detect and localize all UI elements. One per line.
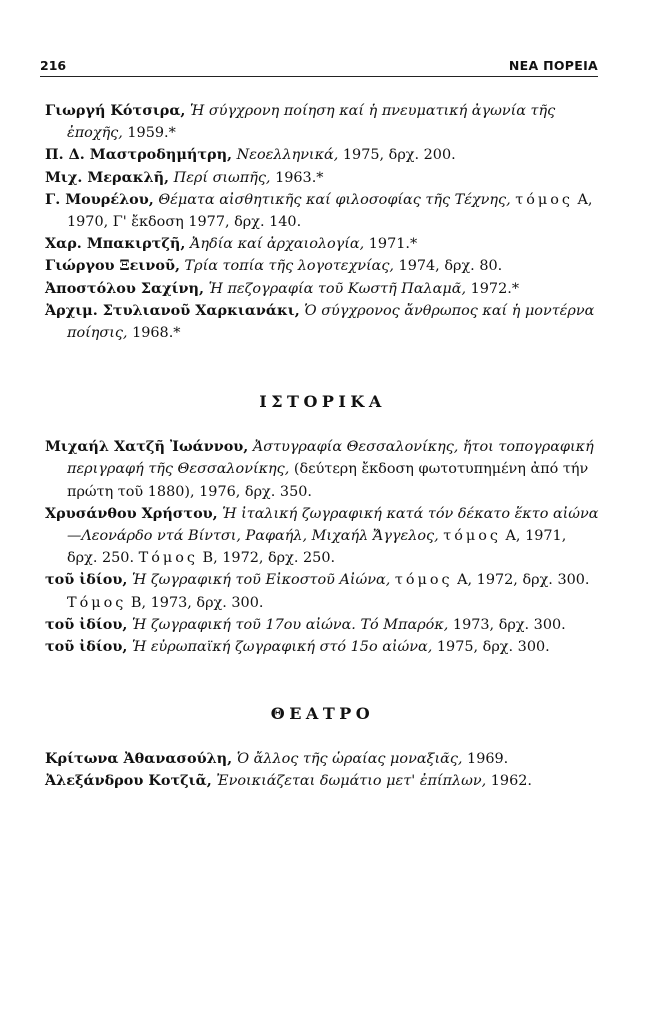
- entry-author: Γιωργή Κότσιρα,: [45, 102, 186, 119]
- entry-title: Ἡ σύγχρονη ποίηση καί ἡ πνευματική ἀγωνία τῆς ἐποχῆς,: [67, 103, 556, 142]
- entry-author: τοῦ ἰδίου,: [45, 615, 128, 633]
- entry-details: 1972.*: [466, 280, 520, 297]
- entry-details: 1975, δρχ. 300.: [432, 639, 550, 656]
- bibliography-entry: [45, 255, 600, 277]
- entry-title: Ἐνοικιάζεται δωμάτιο μετ' ἐπίπλων,: [216, 773, 487, 790]
- entry-details: 1973, δρχ. 300.: [448, 616, 566, 633]
- bibliography-entry: [45, 189, 600, 233]
- entry-title: Ἡ πεζογραφία τοῦ Κωστῆ Παλαμᾶ,: [208, 280, 467, 297]
- entry-details: 1962.: [486, 773, 532, 790]
- bibliography-entry: [45, 614, 600, 636]
- entry-details: 1963.*: [270, 169, 324, 186]
- entry-details: 1974, δρχ. 80.: [393, 258, 503, 275]
- entry-details: (δεύτερη ἔκδοση φωτοτυπημένη ἀπό τήν πρώτη τοῦ 1880), 1976, δρχ. 350.: [67, 461, 589, 500]
- entry-author: Μιχαήλ Χατζῆ Ἰωάννου,: [45, 438, 249, 456]
- entry-author: Ἀποστόλου Σαχίνη,: [45, 279, 205, 297]
- entry-author: Γιώργου Ξεινοῦ,: [45, 257, 180, 275]
- entry-author: Χρυσάνθου Χρήστου,: [45, 504, 218, 522]
- entry-title: Περί σιωπῆς,: [173, 169, 271, 186]
- bibliography-entry: [45, 436, 600, 503]
- entry-title: Ἡ ζωγραφική τοῦ 17ου αἰώνα. Τό Μπαρόκ,: [131, 616, 449, 633]
- volume-word: Τόμος: [138, 550, 198, 567]
- entry-title: Ὁ ἄλλος τῆς ὡραίας μοναξιᾶς,: [236, 751, 463, 768]
- bibliography-entry: [45, 167, 600, 189]
- page-header: [40, 58, 598, 77]
- bibliography-entry: [45, 748, 600, 770]
- entry-title: Τρία τοπία τῆς λογοτεχνίας,: [184, 258, 394, 275]
- entry-title: Νεοελληνικά,: [236, 147, 339, 164]
- entry-author: Π. Δ. Μαστροδημήτρη,: [45, 146, 233, 164]
- section-heading-istorika: ΙΣΤΟΡΙΚΑ: [259, 392, 386, 412]
- bibliography-entry: [45, 233, 600, 255]
- volume-word: Τόμος: [67, 594, 127, 611]
- bibliography-entry: [45, 144, 600, 166]
- entry-title: Ἡ ζωγραφική τοῦ Εἰκοστοῦ Αἰώνα,: [131, 572, 391, 589]
- entry-details: 1968.*: [127, 325, 181, 342]
- bibliography-entry: [45, 278, 600, 300]
- running-title: ΝΕΑ ΠΟΡΕΙΑ: [508, 58, 598, 73]
- entry-details: 1959.*: [122, 125, 176, 142]
- section-heading-theatro: ΘΕΑΤΡΟ: [270, 704, 375, 724]
- entry-details: Β, 1973, δρχ. 300.: [126, 594, 264, 611]
- entry-author: Ἀρχιμ. Στυλιανοῦ Χαρκιανάκι,: [45, 301, 300, 319]
- entry-author: Κρίτωνα Ἀθανασούλη,: [45, 750, 233, 768]
- entry-details: 1969.: [462, 751, 509, 768]
- entry-title: Ἀηδία καί ἀρχαιολογία,: [189, 236, 365, 253]
- entry-details: 1975, δρχ. 200.: [338, 147, 456, 164]
- bibliography-entry: [45, 636, 600, 658]
- entry-title: Θέματα αἰσθητικῆς καί φιλοσοφίας τῆς Τέχνης,: [158, 191, 511, 208]
- page-number: 216: [40, 58, 67, 73]
- entry-details: Α, 1970, Γ' ἔκδοση 1977, δρχ. 140.: [67, 191, 593, 231]
- bibliography-entry: [45, 569, 600, 613]
- volume-word: τόμος: [443, 528, 501, 545]
- entry-details: 1971.*: [364, 236, 418, 253]
- bibliography-entry: [45, 100, 600, 144]
- entry-title: Ἡ εὐρωπαϊκή ζωγραφική στό 15ο αἰώνα,: [131, 639, 433, 656]
- entry-author: Χαρ. Μπακιρτζῆ,: [45, 235, 186, 253]
- bibliography-entry: [45, 300, 600, 344]
- volume-word: τόμος: [394, 572, 453, 589]
- entry-author: τοῦ ἰδίου,: [45, 571, 128, 589]
- entry-details: Α, 1972, δρχ. 300.: [452, 572, 590, 589]
- volume-word: τόμος: [515, 191, 573, 208]
- entry-title: Ὁ σύγχρονος ἄνθρωπος καί ἡ μοντέρνα ποίησις,: [67, 302, 595, 342]
- entry-details: Β, 1972, δρχ. 250.: [197, 550, 336, 567]
- bibliography-entry: [45, 770, 600, 792]
- entry-author: Μιχ. Μερακλῆ,: [45, 168, 170, 186]
- bibliography-list: [45, 100, 600, 793]
- entry-title: Ἀστυγραφία Θεσσαλονίκης, ἤτοι τοπογραφική περιγραφή τῆς Θεσσαλονίκης,: [67, 439, 594, 478]
- entry-details: Α, 1971, δρχ. 250.: [67, 528, 567, 567]
- entry-author: Γ. Μουρέλου,: [45, 190, 154, 208]
- entry-author: Ἀλεξάνδρου Κοτζιᾶ,: [45, 772, 212, 790]
- entry-title: Ἡ ἰταλική ζωγραφική κατά τόν δέκατο ἕκτο αἰώνα—Λεονάρδο ντά Βίντσι, Ραφαήλ, Μιχαήλ Ἄγγελος,: [67, 505, 599, 545]
- bibliography-entry: [45, 503, 600, 570]
- entry-author: τοῦ ἰδίου,: [45, 638, 128, 656]
